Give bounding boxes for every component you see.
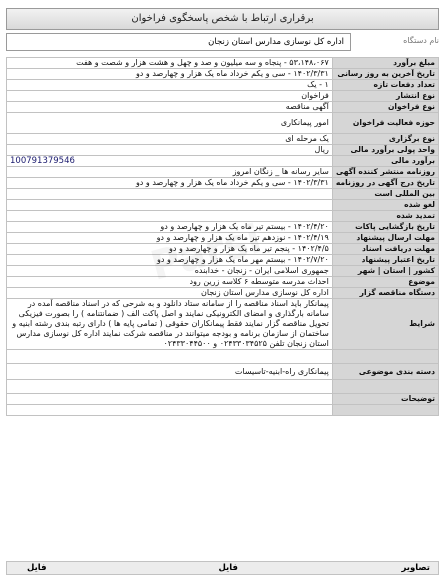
detail-label: تمدید شده xyxy=(332,211,438,222)
detail-row xyxy=(7,145,439,156)
detail-label: تاریخ آخرین به روز رسانی xyxy=(332,69,438,80)
detail-value: ریال xyxy=(7,145,333,156)
detail-row xyxy=(7,244,439,255)
detail-value: آگهی مناقصه xyxy=(7,102,333,113)
detail-row xyxy=(7,200,439,211)
detail-row xyxy=(7,102,439,113)
detail-value: احداث مدرسه متوسطه ۶ کلاسه زرین رود xyxy=(7,277,333,288)
detail-row xyxy=(7,266,439,277)
detail-value xyxy=(7,350,333,364)
detail-row xyxy=(7,277,439,288)
detail-value: فراخوان xyxy=(7,91,333,102)
detail-label xyxy=(332,350,438,364)
detail-value: پیمانکاری راه-ابنیه-تاسیسات xyxy=(7,364,333,380)
detail-value xyxy=(7,189,333,200)
detail-label: دسته بندی موضوعی xyxy=(332,364,438,380)
detail-value: ۵۳،۱۴۸،۰۶۷ - پنجاه و سه میلیون و صد و چهل و هشت هزار و شصت و هفت xyxy=(7,58,333,69)
footer-images-label: تصاویر xyxy=(401,563,430,573)
detail-label: نوع فراخوان xyxy=(332,102,438,113)
detail-row xyxy=(7,156,439,167)
detail-value xyxy=(7,405,333,416)
detail-label: مبلغ برآورد xyxy=(332,58,438,69)
detail-label: برآورد مالی xyxy=(332,156,438,167)
detail-label: لغو شده xyxy=(332,200,438,211)
detail-label: تاریخ بازگشایی پاکات xyxy=(332,222,438,233)
footer-file-label-1: فایل xyxy=(218,563,238,573)
detail-label: موضوع xyxy=(332,277,438,288)
detail-row xyxy=(7,113,439,134)
detail-value xyxy=(7,394,333,405)
detail-value: اداره کل نوسازی مدارس استان زنجان xyxy=(7,288,333,299)
detail-row xyxy=(7,288,439,299)
detail-label xyxy=(332,405,438,416)
detail-row xyxy=(7,350,439,364)
contact-header-label: برقراری ارتباط با شخص پاسخگوی فراخوان xyxy=(131,13,314,24)
detail-row xyxy=(7,69,439,80)
detail-row xyxy=(7,167,439,178)
detail-label: کشور | استان | شهر xyxy=(332,266,438,277)
detail-row xyxy=(7,58,439,69)
detail-value: جمهوری اسلامی ایران - زنجان - خدابنده xyxy=(7,266,333,277)
detail-value: ۱۴۰۲/۴/۲۰ - بیستم تیر ماه یک هزار و چهارصد و دو xyxy=(7,222,333,233)
detail-value: ۱۴۰۲/۴/۱۹ - نوزدهم تیر ماه یک هزار و چهارصد و دو xyxy=(7,233,333,244)
detail-label xyxy=(332,380,438,394)
detail-value: امور پیمانکاری xyxy=(7,113,333,134)
detail-label: نوع برگزاری xyxy=(332,134,438,145)
detail-value: ۱۴۰۲/۷/۲۰ - بیستم مهر ماه یک هزار و چهارصد و دو xyxy=(7,255,333,266)
contact-header-bar[interactable] xyxy=(6,8,439,30)
organization-name-field: اداره کل نوسازی مدارس استان زنجان xyxy=(6,33,351,51)
detail-label: تعداد دفعات تازه xyxy=(332,80,438,91)
detail-label: تاریخ درج آگهی در روزنامه xyxy=(332,178,438,189)
detail-label: حوزه فعالیت فراخوان xyxy=(332,113,438,134)
detail-row xyxy=(7,211,439,222)
detail-value: یک مرحله ای xyxy=(7,134,333,145)
detail-row xyxy=(7,134,439,145)
detail-row xyxy=(7,405,439,416)
detail-row xyxy=(7,91,439,102)
detail-row xyxy=(7,80,439,91)
detail-value: ۱ - یک xyxy=(7,80,333,91)
detail-label: شرایط xyxy=(332,299,438,350)
footer-file-label-2: فایل xyxy=(27,563,47,573)
detail-label: نوع انتشار xyxy=(332,91,438,102)
detail-label: واحد پولی برآورد مالی xyxy=(332,145,438,156)
detail-label: روزنامه منتشر کننده آگهی xyxy=(332,167,438,178)
detail-value: ۱۴۰۲/۳/۳۱ - سی و یکم خرداد ماه یک هزار و چهارصد و دو xyxy=(7,178,333,189)
detail-label: بین المللی است xyxy=(332,189,438,200)
detail-row xyxy=(7,394,439,405)
detail-row xyxy=(7,255,439,266)
detail-row xyxy=(7,178,439,189)
detail-value: ۱۴۰۲/۳/۳۱ - سی و یکم خرداد ماه یک هزار و چهارصد و دو xyxy=(7,69,333,80)
detail-row xyxy=(7,233,439,244)
detail-label: مهلت دریافت اسناد xyxy=(332,244,438,255)
detail-row xyxy=(7,222,439,233)
attachments-footer xyxy=(6,561,439,575)
detail-value xyxy=(7,200,333,211)
detail-label: توضیحات xyxy=(332,394,438,405)
organization-name-label: نام دستگاه xyxy=(403,36,439,45)
detail-row xyxy=(7,299,439,350)
tender-details-table xyxy=(6,57,439,416)
detail-value: ۱۴۰۲/۴/۵ - پنجم تیر ماه یک هزار و چهارصد و دو xyxy=(7,244,333,255)
detail-row xyxy=(7,189,439,200)
detail-value: پیمانکار باید اسناد مناقصه را از سامانه ستاد دانلود و به شرحی که در اسناد مناقصه آمده در سامانه بارگذاری و امضای الکترونیکی نمایند و اصل پاکت الف ( ضمانتنامه ) را بصورت فیزیکی تحویل مناقصه گزار نمایند فقط پیمانکاران حقوقی ( تمامی پایه ها ) دارای رتبه بندی رشته ابنیه و ساختمان از سازمان برنامه و بودجه میتوانند در مناقصه شرکت نمایند اداره کل نوسازی مدارس استان زنجان تلفن ۰۲۴۳۳۰۳۴۵۲۵ و ۰۲۴۳۳۰۴۴۵۰۰ xyxy=(7,299,333,350)
detail-label: تاریخ اعتبار پیشنهاد xyxy=(332,255,438,266)
detail-value: 100791379546 xyxy=(7,156,333,167)
detail-row xyxy=(7,380,439,394)
detail-label: دستگاه مناقصه گزار xyxy=(332,288,438,299)
detail-value: سایر رسانه ها _ زنگان امروز xyxy=(7,167,333,178)
detail-value xyxy=(7,211,333,222)
detail-row xyxy=(7,364,439,380)
detail-value xyxy=(7,380,333,394)
detail-label: مهلت ارسال پیشنهاد xyxy=(332,233,438,244)
